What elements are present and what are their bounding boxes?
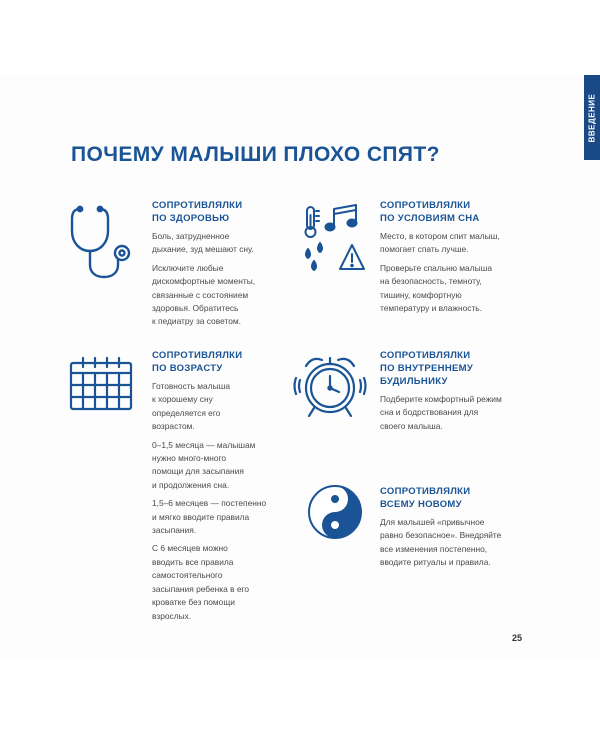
- block-age: [152, 349, 302, 628]
- block-clock: [380, 349, 545, 438]
- block-age-text-4: С 6 месяцев можно вводить все правила самостоятельного засыпания ребенка в его кроватке без помощи взрослых.: [152, 543, 250, 621]
- alarm-clock-icon: [290, 352, 370, 422]
- block-new: [380, 485, 545, 575]
- block-new-text-1: Для малышей «привычное равно безопасное». Внедряйте все изменения постепенно, вводите ритуалы и правила.: [380, 517, 502, 568]
- block-clock-heading: СОПРОТИВЛЯЛКИ ПО ВНУТРЕННЕМУ БУДИЛЬНИКУ: [380, 350, 474, 387]
- page-title: ПОЧЕМУ МАЛЫШИ ПЛОХО СПЯТ?: [71, 143, 440, 166]
- calendar-icon: [68, 355, 134, 413]
- block-age-heading: СОПРОТИВЛЯЛКИ ПО ВОЗРАСТУ: [152, 350, 243, 374]
- block-age-text-2: 0–1,5 месяца — малышам нужно много-много помощи для засыпания и продолжения сна.: [152, 439, 256, 490]
- section-tab: [584, 75, 600, 160]
- block-conditions-text-1: Место, в котором спит малыш, помогает спать лучше.: [380, 231, 500, 255]
- stethoscope-icon: [66, 203, 142, 283]
- block-health: [152, 199, 292, 334]
- block-conditions-text-2: Проверьте спальню малыша на безопасность, темноту, тишину, комфортную температуру и влажность.: [380, 262, 493, 314]
- block-health-text-2: Исключите любые дискомфортные моменты, связанные с состоянием здоровья. Обратитесь к педиатру за советом.: [152, 262, 256, 327]
- block-conditions-heading: СОПРОТИВЛЯЛКИ ПО УСЛОВИЯМ СНА: [380, 200, 480, 224]
- block-age-text-3: 1,5–6 месяцев — постепенно и мягко вводите правила засыпания.: [152, 498, 267, 536]
- block-health-text-1: Боль, затрудненное дыхание, зуд мешают сну.: [152, 231, 254, 255]
- block-conditions: [380, 199, 545, 320]
- yin-yang-icon: [307, 484, 363, 540]
- block-new-heading: СОПРОТИВЛЯЛКИ ВСЕМУ НОВОМУ: [380, 486, 471, 510]
- block-age-text-1: Готовность малыша к хорошему сну определяется его возрастом.: [152, 381, 230, 432]
- block-health-heading: СОПРОТИВЛЯЛКИ ПО ЗДОРОВЬЮ: [152, 200, 243, 224]
- section-tab-label: ВВЕДЕНИЕ: [587, 93, 597, 142]
- page-number: 25: [512, 633, 523, 643]
- thermometer-music-icon: [298, 203, 368, 277]
- block-clock-text-1: Подберите комфортный режим сна и бодрствования для своего малыша.: [380, 394, 502, 431]
